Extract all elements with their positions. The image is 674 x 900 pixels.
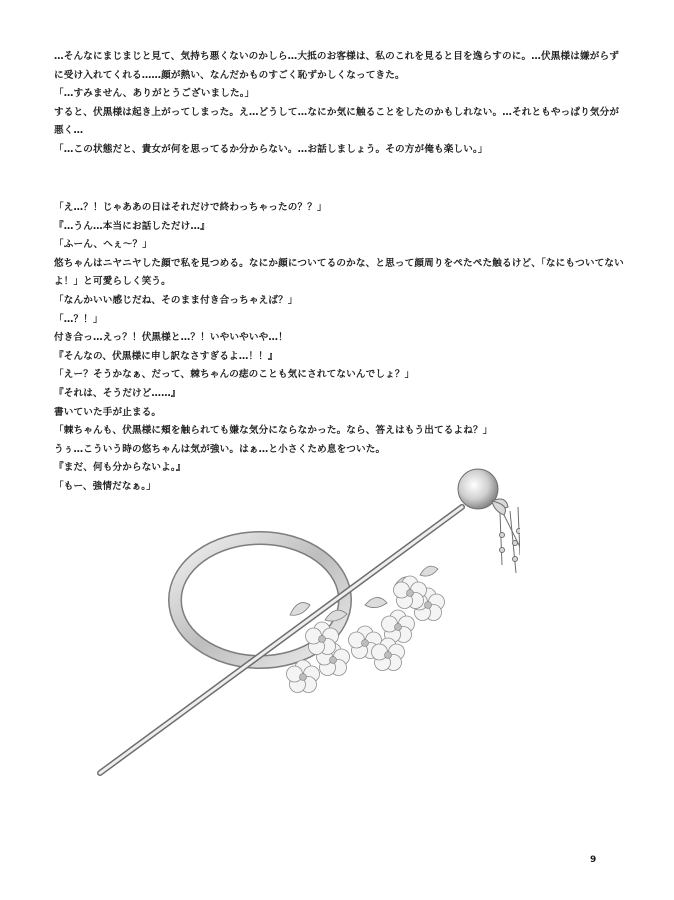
text-line: 「…？！」 [54, 313, 103, 325]
text-line: 「…すみません、ありがとうございました。」 [54, 88, 255, 100]
text-line: 『そんなの、伏黒様に申し訳なさすぎるよ…！！』 [54, 350, 278, 362]
text-line: うぅ…こういう時の悠ちゃんは気が強い。はぁ…と小さくため息をついた。 [54, 443, 386, 455]
text-line: 『まだ、何も分からないよ。』 [54, 462, 186, 474]
text-line: 「ふーん、へぇ～？」 [54, 239, 153, 251]
text-line: 「もー、強情だなぁ。」 [54, 480, 156, 492]
text-line: 付き合っ…えっ？！伏黒様と…？！いやいやいや…！ [54, 332, 288, 344]
text-line: 書いていた手が止まる。 [54, 406, 162, 418]
flower-cluster [287, 576, 445, 693]
narrative-block-2 [54, 199, 628, 497]
text-line: 『それは、そうだけど……』 [54, 387, 181, 399]
hairpin-illustration [90, 455, 520, 785]
text-line: 「なんかいい感じだね、そのまま付き合っちゃえば？」 [54, 294, 298, 306]
text-line: …そんなにまじまじと見て、気持ち悪くないのかしら…大抵のお客様は、私のこれを見ると目を逸らすのに。…伏黒様は嫌がらずに受け入れてくれる……顔が熱い、なんだかものすごく恥ずかしくなってきた。 [54, 51, 619, 81]
text-line: 「…この状態だと、貴女が何を思ってるか分からない。…お話しましょう。その方が俺も楽しい。」 [54, 143, 488, 155]
text-line: 『…うん…本当にお話しただけ…』 [54, 220, 210, 232]
narrative-block-1 [54, 48, 628, 160]
text-line: 「え…？！じゃああの日はそれだけで終わっちゃったの？？」 [54, 202, 327, 213]
text-line: 「えー？そうかなぁ、だって、棘ちゃんの痣のことも気にされてないんでしょ？」 [54, 369, 415, 381]
tassels [492, 499, 520, 573]
page-number: 9 [590, 855, 597, 865]
text-line: すると、伏黒様は起き上がってしまった。え…どうして…なにか気に触ることをしたのかもしれない。…それともやっぱり気分が悪く… [54, 106, 620, 137]
text-line: 「棘ちゃんも、伏黒様に頬を触られても嫌な気分にならなかった。なら、答えはもう出てるよね？」 [54, 425, 493, 437]
text-line: 悠ちゃんはニヤニヤした顔で私を見つめる。なにか顔についてるのかな、と思って顔周りをぺたぺた触るけど、「なにもついてないよ！」と可愛らしく笑う。 [54, 257, 624, 288]
